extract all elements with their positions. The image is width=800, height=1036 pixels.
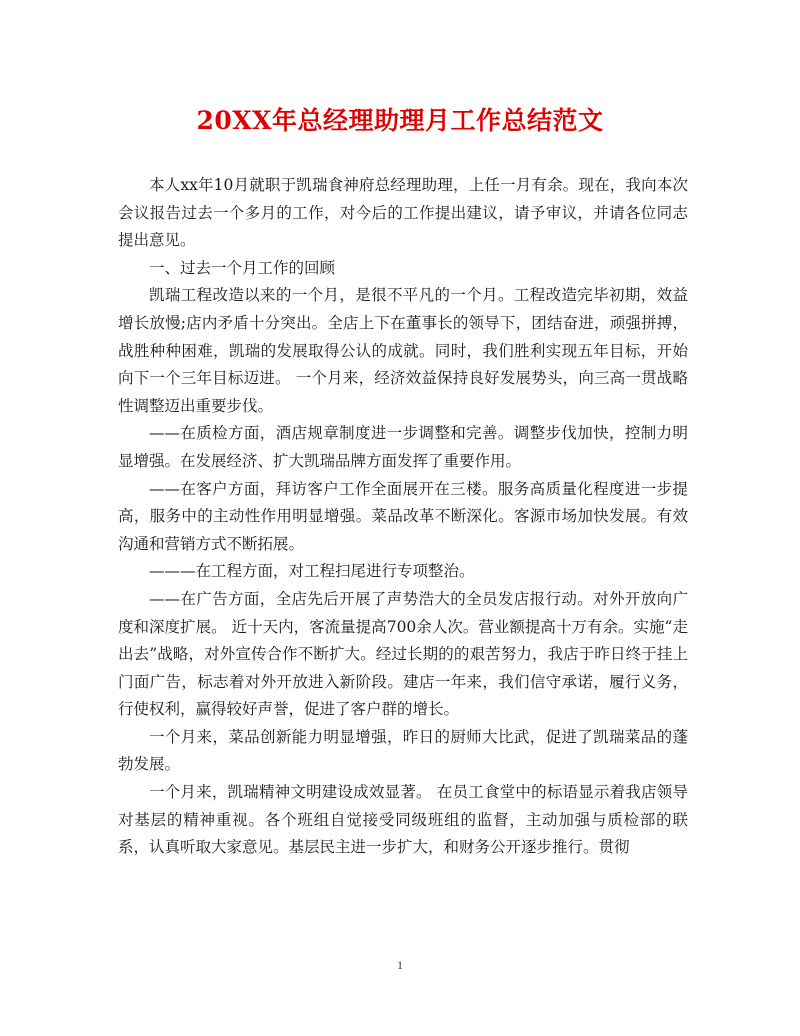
document-body [118, 172, 688, 862]
paragraph-culture: 一个月来，凯瑞精神文明建设成效显著。 在员工食堂中的标语显示着我店领导对基层的精神重视。各个班组自觉接受同级班组的监督，主动加强与质检部的联系，认真听取大家意见。基层民主进一步扩大，和财务公开逐步推行。贯彻 [118, 783, 688, 857]
paragraph-engineering: ———在工程方面，对工程扫尾进行专项整治。 [149, 562, 475, 581]
paragraph-overview: 凯瑞工程改造以来的一个月，是很不平凡的一个月。工程改造完毕初期，效益增长放慢;店内矛盾十分突出。全店上下在董事长的领导下，团结奋进，顽强拼搏，战胜种种困难，凯瑞的发展取得公认的成就。同时，我们胜利实现五年目标，开始向下一个三年目标迈进。 一个月来，经济效益保持良好发展势头，向三高一贯战略性调整迈出重要步伐。 [118, 286, 688, 415]
paragraph-customers: ——在客户方面，拜访客户工作全面展开在三楼。服务高质量化程度进一步提高，服务中的主动性作用明显增强。菜品改革不断深化。客源市场加快发展。有效沟通和营销方式不断拓展。 [118, 479, 688, 553]
section-heading-review: 一、过去一个月工作的回顾 [149, 258, 336, 277]
paragraph-quality-inspection: ——在质检方面，酒店规章制度进一步调整和完善。调整步伐加快，控制力明显增强。在发展经济、扩大凯瑞品牌方面发挥了重要作用。 [118, 424, 688, 470]
page-number: 1 [397, 958, 403, 972]
paragraph-intro: 本人xx年10月就职于凯瑞食神府总经理助理，上任一月有余。现在，我向本次会议报告过去一个多月的工作，对今后的工作提出建议，请予审议，并请各位同志提出意见。 [118, 176, 688, 250]
paragraph-dishes: 一个月来，菜品创新能力明显增强，昨日的厨师大比武，促进了凯瑞菜品的蓬勃发展。 [118, 727, 688, 774]
paragraph-advertising: ——在广告方面，全店先后开展了声势浩大的全员发店报行动。对外开放向广度和深度扩展。 近十天内，客流量提高700余人次。营业额提高十万有余。实施“走出去”战略，对外宣传合作不断扩大。经过长期的的艰苦努力，我店于昨日终于挂上门面广告，标志着对外开放进入新阶段。建店一年来，我们信守承诺，履行义务，行使权利，赢得较好声誉，促进了客户群的增长。 [118, 589, 688, 719]
document-title: 20XX年总经理助理月工作总结范文 [196, 106, 604, 135]
